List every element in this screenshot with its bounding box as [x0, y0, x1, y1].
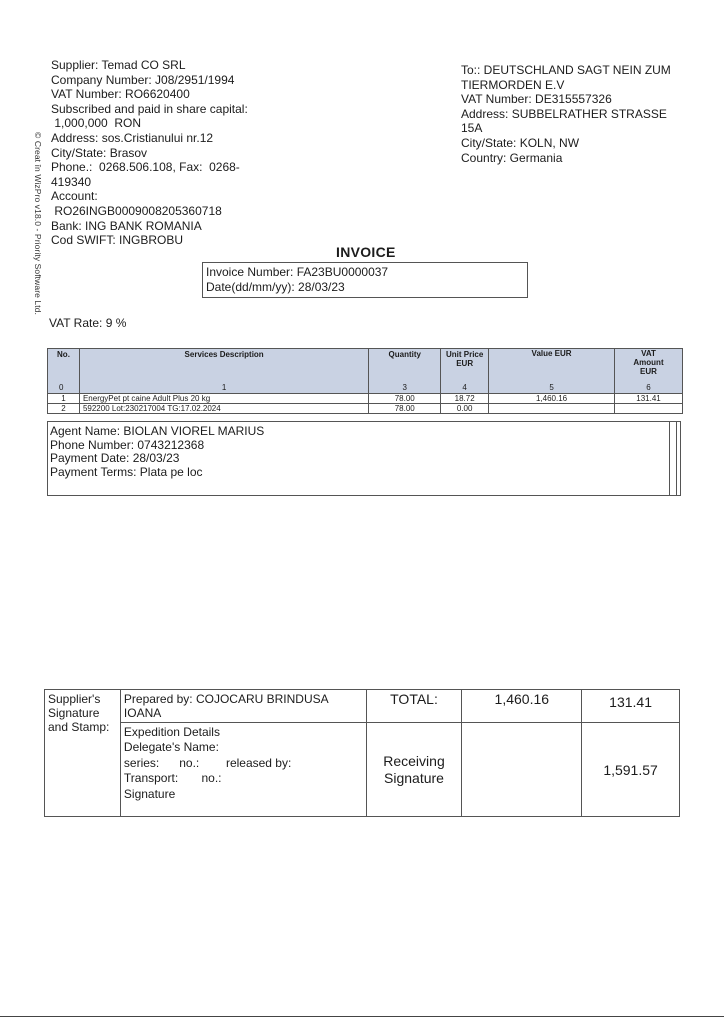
total-vat: 131.41 [582, 690, 680, 723]
col-header-no: No. 0 [48, 349, 80, 394]
agent-details [47, 421, 681, 496]
delegate-name: Delegate's Name: [123, 740, 219, 755]
page-bottom-divider [0, 1016, 724, 1017]
col-header-quantity: Quantity 3 [369, 349, 441, 394]
invoice-number-box [202, 262, 528, 298]
grand-total: 1,591.57 [582, 723, 680, 817]
cell-description: EnergyPet pt caine Adult Plus 20 kg [79, 394, 368, 404]
payment-terms: Payment Terms: Plata pe loc [50, 464, 203, 479]
cell-unit-price: 18.72 [441, 394, 489, 404]
cell-no: 1 [48, 394, 80, 404]
col-header-description: Services Description 1 [79, 349, 368, 394]
supplier-line: Bank: ING BANK ROMANIA [51, 218, 202, 233]
totals-row [45, 690, 680, 723]
series-line: series: no.: released by: [123, 755, 292, 770]
supplier-line: 419340 [51, 174, 92, 189]
transport-line: Transport: no.: [123, 771, 222, 786]
client-line: Address: SUBBELRATHER STRASSE [461, 106, 667, 121]
signature-line: Signature [123, 786, 176, 801]
col-header-value: Value EUR 5 [489, 349, 615, 394]
total-value: 1,460.16 [462, 690, 582, 723]
invoice-number: Invoice Number: FA23BU0000037 [206, 265, 389, 279]
client-line: To:: DEUTSCHLAND SAGT NEIN ZUM [461, 63, 671, 77]
supplier-line: Cod SWIFT: INGBROBU [51, 233, 184, 248]
expedition-details [120, 723, 366, 817]
cell-unit-price: 0.00 [441, 404, 489, 414]
receiving-signature: Receiving Signature [366, 723, 462, 817]
client-line: VAT Number: DE315557326 [461, 92, 612, 107]
table-row [48, 394, 683, 404]
supplier-line: VAT Number: RO6620400 [51, 87, 190, 102]
table-header-row [48, 349, 683, 394]
cell-quantity: 78.00 [369, 394, 441, 404]
supplier-info [51, 58, 291, 248]
invoice-title: INVOICE [336, 244, 396, 260]
cell-value: 1,460.16 [489, 394, 615, 404]
supplier-line: Address: sos.Cristianului nr.12 [51, 130, 214, 145]
supplier-line: City/State: Brasov [51, 145, 148, 160]
supplier-line: 1,000,000 RON [51, 116, 142, 131]
cell-no: 2 [48, 404, 80, 414]
expedition-row [45, 723, 680, 817]
cell-vat: 131.41 [615, 394, 683, 404]
agent-name: Agent Name: BIOLAN VIOREL MARIUS [50, 424, 265, 438]
supplier-line: RO26INGB0009008205360718 [51, 203, 222, 218]
total-label: TOTAL: [366, 690, 462, 723]
border-line [676, 422, 677, 495]
totals-table [44, 689, 680, 817]
cell-description: 592200 Lot:230217004 TG:17.02.2024 [79, 404, 368, 414]
prepared-by: Prepared by: COJOCARU BRINDUSA IOANA [120, 690, 366, 723]
supplier-line: Subscribed and paid in share capital: [51, 101, 248, 116]
supplier-line: Supplier: Temad CO SRL [51, 58, 186, 72]
client-line: Country: Germania [461, 150, 563, 165]
agent-phone: Phone Number: 0743212368 [50, 437, 205, 452]
payment-date: Payment Date: 28/03/23 [50, 451, 180, 466]
client-info [461, 63, 691, 165]
cell-value [489, 404, 615, 414]
border-line [669, 422, 670, 495]
vat-rate: VAT Rate: 9 % [49, 316, 127, 330]
cell-vat [615, 404, 683, 414]
items-table [47, 348, 683, 414]
empty-cell [462, 723, 582, 817]
client-line: 15A [461, 121, 483, 136]
invoice-date: Date(dd/mm/yy): 28/03/23 [206, 280, 345, 294]
client-line: TIERMORDEN E.V [461, 77, 565, 92]
software-credit-note: © Creat în WizPro v18.0 - Priority Software Ltd. [33, 132, 43, 316]
supplier-line: Phone.: 0268.506.108, Fax: 0268- [51, 160, 240, 175]
expedition-title: Expedition Details [123, 725, 220, 739]
table-row [48, 404, 683, 414]
col-header-unit-price: Unit Price EUR 4 [441, 349, 489, 394]
col-header-vat: VAT Amount EUR 6 [615, 349, 683, 394]
supplier-line: Company Number: J08/2951/1994 [51, 72, 235, 87]
client-line: City/State: KOLN, NW [461, 135, 580, 150]
supplier-line: Account: [51, 189, 98, 204]
cell-quantity: 78.00 [369, 404, 441, 414]
supplier-signature-cell: Supplier's Signature and Stamp: [45, 690, 121, 817]
